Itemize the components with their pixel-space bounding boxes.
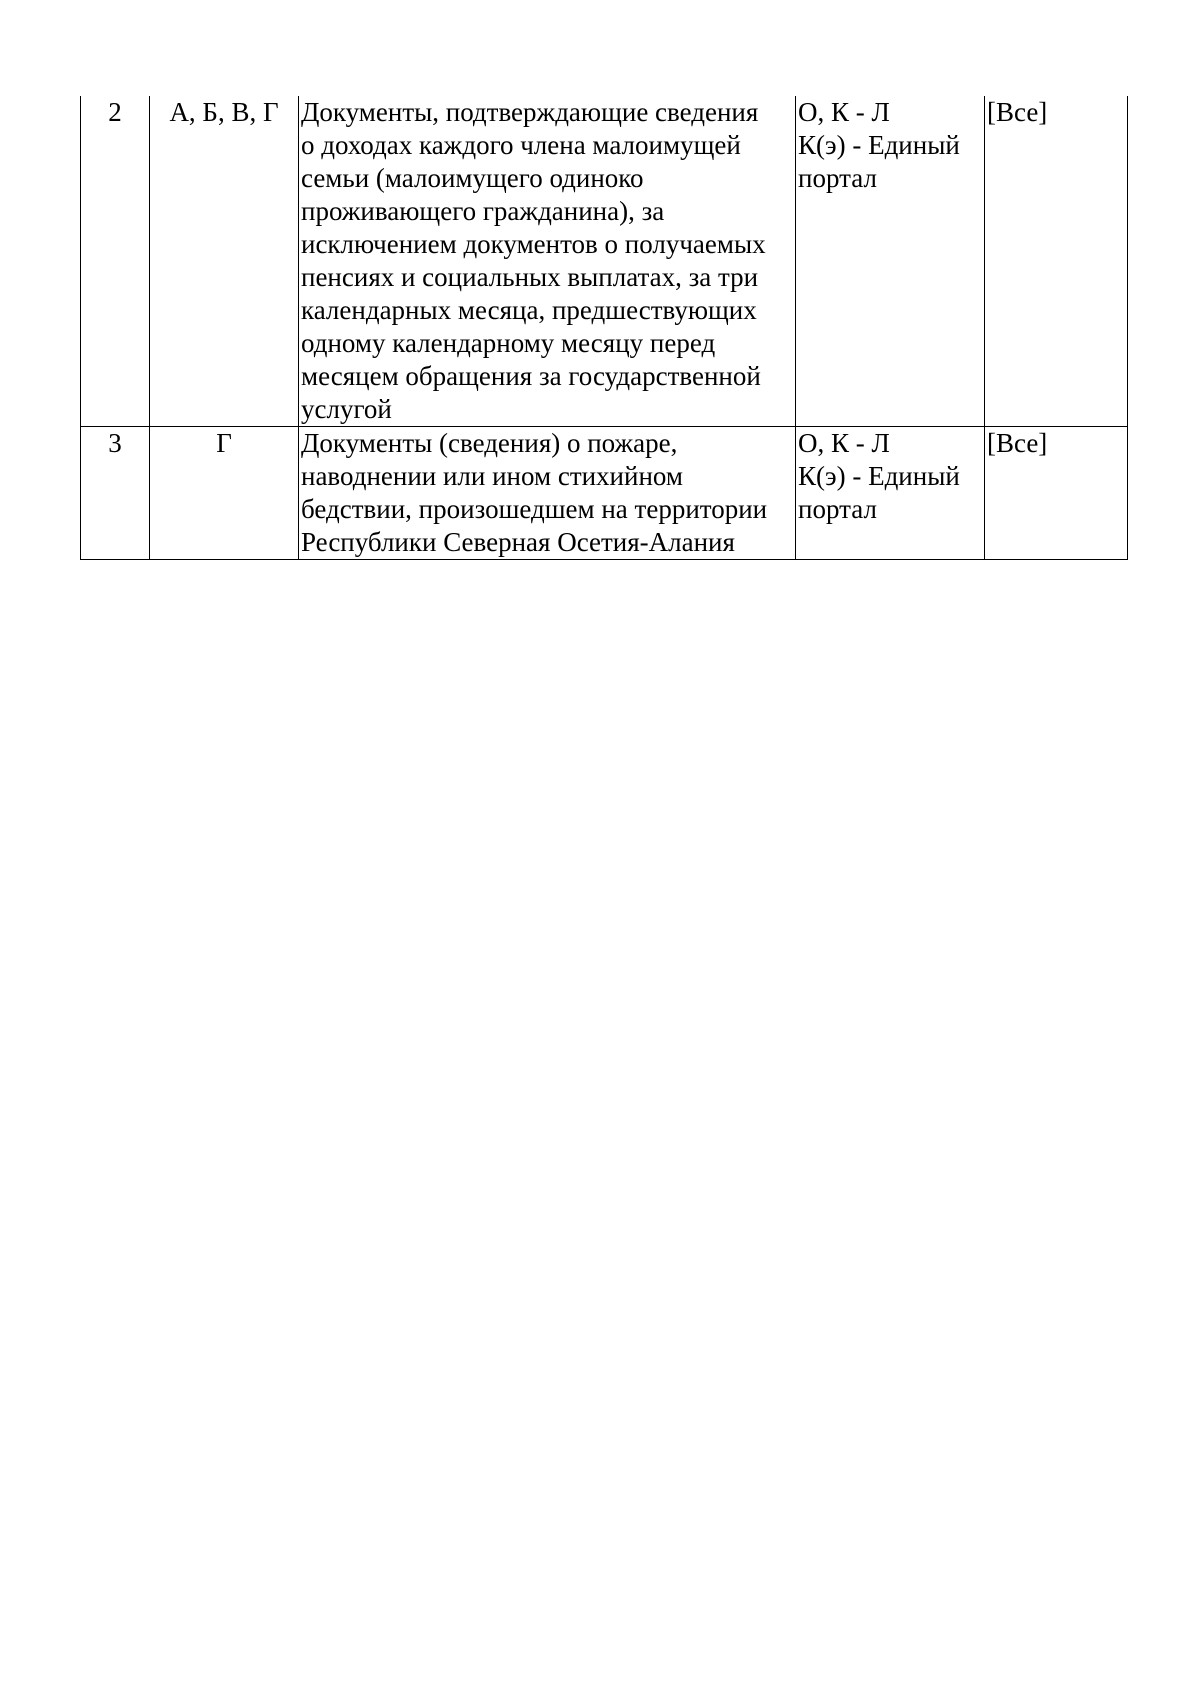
document-line: исключением документов о получаемых [301,229,766,259]
document-line: услугой [301,394,392,424]
form-line: К(э) - Единый [798,130,960,160]
table-row [81,96,1128,427]
document-line: одному календарному месяцу перед [301,328,716,358]
row-categories: Г [150,427,299,560]
document-line: Документы (сведения) о пожаре, [301,428,678,458]
row-applies-to: [Все] [985,96,1128,427]
document-line: бедствии, произошедшем на территории [301,494,768,524]
row-submission-form [796,427,985,560]
form-line: О, К - Л [798,97,890,127]
document-line: Республики Северная Осетия-Алания [301,527,735,557]
row-number: 3 [81,427,150,560]
form-line: портал [798,494,877,524]
document-line: проживающего гражданина), за [301,196,665,226]
document-line: месяцем обращения за государственной [301,361,761,391]
form-line: портал [798,163,877,193]
row-applies-to: [Все] [985,427,1128,560]
form-line: К(э) - Единый [798,461,960,491]
row-document-description [299,96,796,427]
document-line: пенсиях и социальных выплатах, за три [301,262,759,292]
row-categories: А, Б, В, Г [150,96,299,427]
row-number: 2 [81,96,150,427]
form-line: О, К - Л [798,428,890,458]
document-line: наводнении или ином стихийном [301,461,683,491]
row-document-description [299,427,796,560]
document-line: Документы, подтверждающие сведения [301,97,759,127]
documents-table [80,96,1128,560]
document-line: о доходах каждого члена малоимущей [301,130,741,160]
document-line: семьи (малоимущего одиноко [301,163,644,193]
table-row [81,427,1128,560]
document-line: календарных месяца, предшествующих [301,295,757,325]
row-submission-form [796,96,985,427]
